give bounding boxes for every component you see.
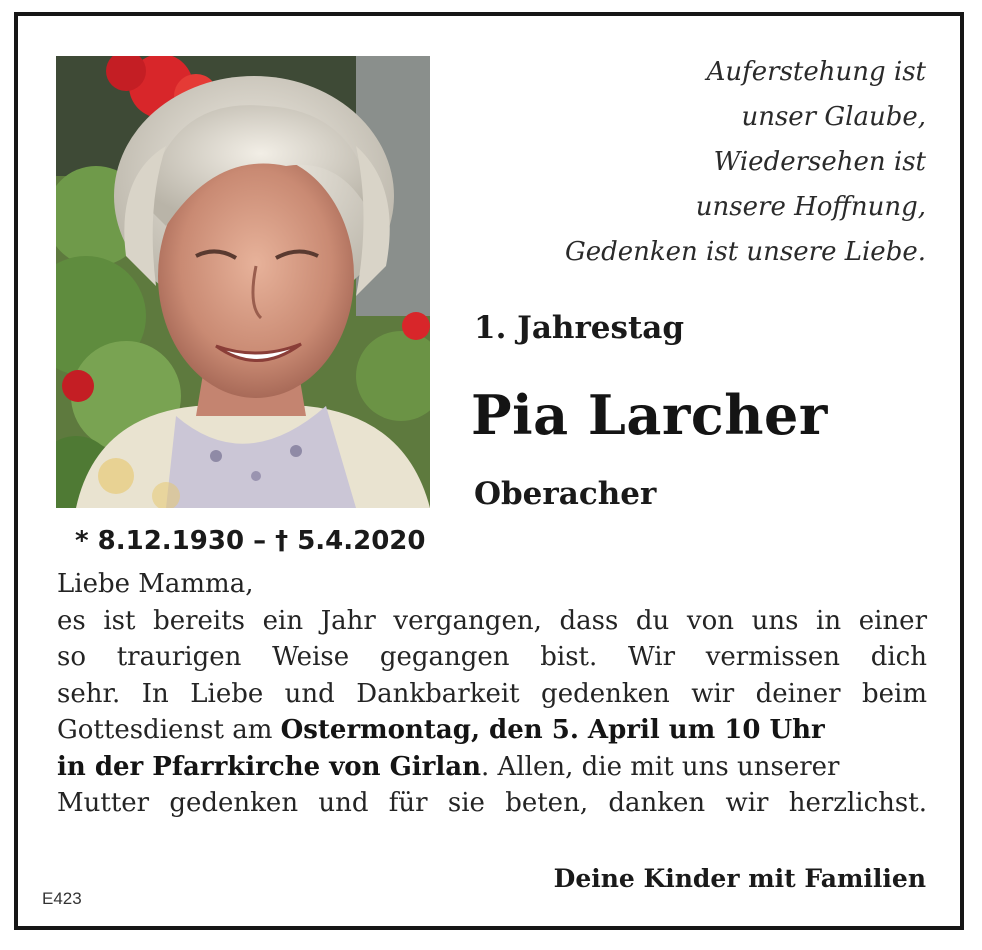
quote-line: Auferstehung ist [706,57,926,87]
quote-verse [506,50,926,275]
message-line [57,712,927,749]
message-line [57,749,927,786]
ad-code: E423 [42,889,82,908]
message-line: sehr. In Liebe und Dankbarkeit gedenken wir deiner beim [57,678,927,709]
life-dates: * 8.12.1930 – † 5.4.2020 [75,526,426,556]
service-date: Ostermontag, den 5. April um 10 Uhr [280,715,825,745]
message-salutation: Liebe Mamma, [57,569,254,599]
quote-line: Gedenken ist unsere Liebe. [564,237,926,267]
message-text [57,566,927,822]
message-line: es ist bereits ein Jahr vergangen, dass du von uns in einer [57,605,927,636]
portrait-photo [56,56,430,508]
maiden-name: Oberacher [474,476,657,512]
message-line: Mutter gedenken und für sie beten, danken wir herzlichst. [57,788,927,818]
quote-line: unsere Hoffnung, [695,192,926,222]
message-text-run: . Allen, die mit uns unserer [481,751,840,782]
service-location: in der Pfarrkirche von Girlan [57,751,482,782]
message-line: so traurigen Weise gegangen bist. Wir vermissen dich [57,642,927,672]
anniversary-heading: 1. Jahrestag [474,310,685,346]
quote-line: unser Glaube, [741,102,926,132]
quote-line: Wiedersehen ist [713,147,926,177]
signature: Deine Kinder mit Familien [553,864,926,893]
message-text-run: Gottesdienst am [57,715,281,745]
deceased-name: Pia Larcher [471,383,828,447]
